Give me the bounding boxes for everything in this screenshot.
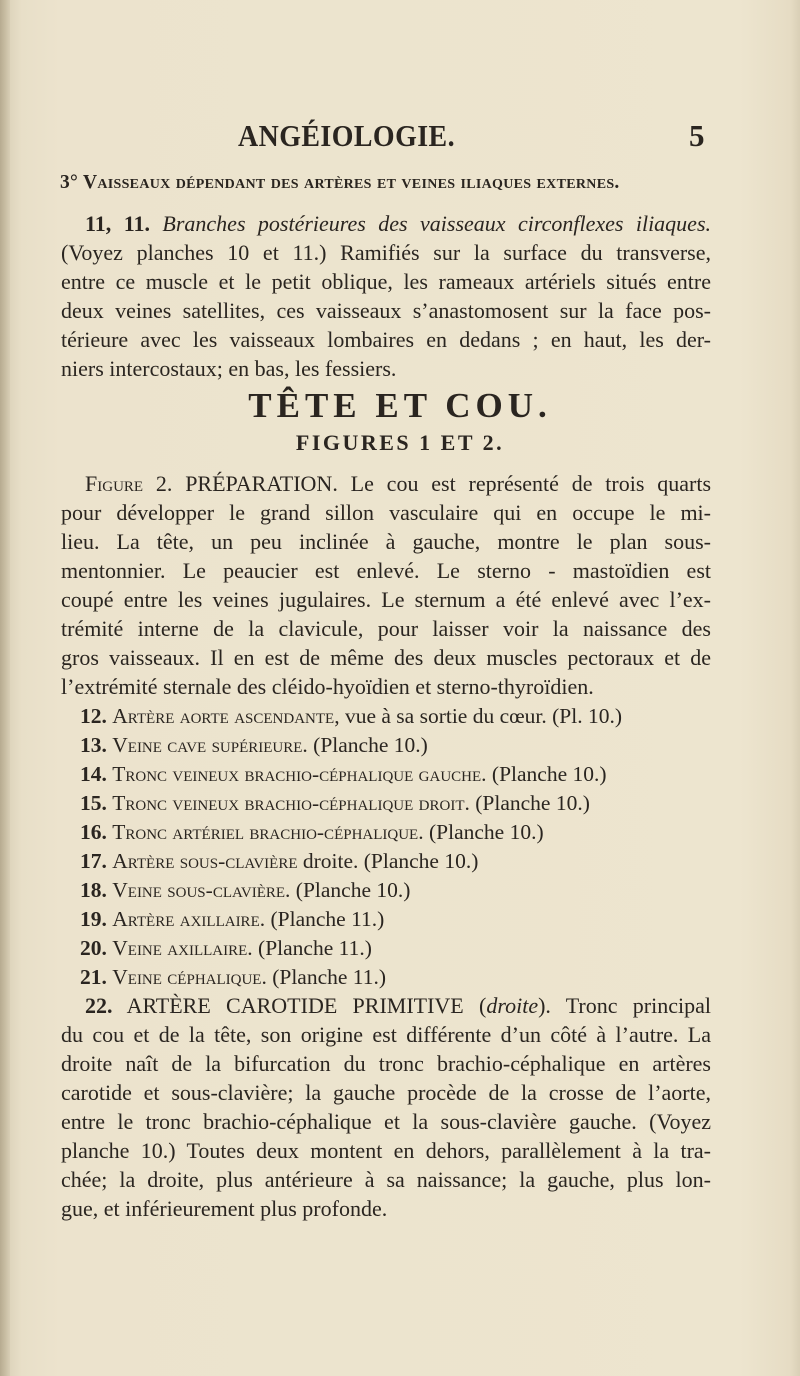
item-number: 17. bbox=[80, 849, 107, 873]
item-name: Artère sous-clavière bbox=[112, 849, 298, 873]
para1-line: niers intercostaux; en bas, les fessiers. bbox=[61, 356, 397, 381]
item-number: 12. bbox=[80, 704, 107, 728]
item-rest: (Planche 10.) bbox=[423, 820, 544, 844]
para1-number: 11, 11. bbox=[85, 211, 150, 236]
item-name: Artère axillaire. bbox=[112, 907, 266, 931]
item-number: 19. bbox=[80, 907, 107, 931]
para2-line: coupé entre les veines jugulaires. Le sternum a été enlevé avec l’ex- bbox=[61, 587, 711, 612]
page-number: 5 bbox=[689, 118, 705, 153]
para2-line: pour développer le grand sillon vasculaire qui en occupe le mi- bbox=[61, 500, 711, 525]
item-name: Artère aorte ascendante, bbox=[112, 704, 340, 728]
para3-line: du cou et de la tête, son origine est différente d’un côté à l’autre. La bbox=[61, 1022, 711, 1047]
para3-qualifier-close: ). bbox=[538, 993, 551, 1018]
para1-line: (Voyez planches 10 et 11.) Ramifiés sur la surface du transverse, bbox=[61, 240, 711, 265]
item-number: 16. bbox=[80, 820, 107, 844]
para1-title: Branches postérieures des vaisseaux circonflexes iliaques. bbox=[162, 211, 712, 236]
para2-line: lieu. La tête, un peu inclinée à gauche, montre le plan sous- bbox=[61, 529, 711, 554]
para3-qualifier: droite bbox=[486, 993, 539, 1018]
para1-line: entre ce muscle et le petit oblique, les rameaux artériels situés entre bbox=[61, 269, 711, 294]
para3-qualifier-open: ( bbox=[463, 993, 487, 1018]
list-item bbox=[80, 963, 386, 991]
para2-first-line bbox=[85, 470, 711, 498]
item-name: Tronc veineux brachio-céphalique gauche. bbox=[112, 762, 487, 786]
item-rest: (Planche 10.) bbox=[469, 791, 590, 815]
running-header bbox=[0, 118, 800, 162]
running-title: ANGÉIOLOGIE. bbox=[238, 118, 456, 153]
item-rest: (Planche 11.) bbox=[265, 907, 385, 931]
item-name: Veine cave supérieure. bbox=[112, 733, 308, 757]
para2-line: gros vaisseaux. Il en est de même des deux muscles pectoraux et de bbox=[61, 645, 711, 670]
list-item bbox=[80, 731, 428, 759]
para3-line: entre le tronc brachio-céphalique et la sous-clavière gauche. (Voyez bbox=[61, 1109, 711, 1134]
list-item bbox=[80, 905, 384, 933]
item-rest: vue à sa sortie du cœur. (Pl. 10.) bbox=[339, 704, 623, 728]
item-number: 21. bbox=[80, 965, 107, 989]
sub-heading: FIGURES 1 ET 2. bbox=[295, 430, 505, 455]
para3-line: chée; la droite, plus antérieure à sa naissance; la gauche, plus lon- bbox=[61, 1167, 711, 1192]
list-item bbox=[80, 876, 410, 904]
para3-line: gue, et inférieurement plus profonde. bbox=[61, 1196, 388, 1221]
item-number: 20. bbox=[80, 936, 107, 960]
para1-line: térieure avec les vaisseaux lombaires en dedans ; en haut, les der- bbox=[61, 327, 711, 352]
item-name: Veine axillaire. bbox=[112, 936, 253, 960]
item-rest: (Planche 10.) bbox=[307, 733, 428, 757]
para3-number: 22. bbox=[85, 993, 113, 1018]
item-name: Veine céphalique. bbox=[112, 965, 267, 989]
list-item bbox=[80, 789, 590, 817]
item-rest: (Planche 10.) bbox=[486, 762, 607, 786]
para2-line: trémité interne de la clavicule, pour laisser voir la naissance des bbox=[61, 616, 711, 641]
item-number: 18. bbox=[80, 878, 107, 902]
item-number: 13. bbox=[80, 733, 107, 757]
para2-lead: Figure 2. PRÉPARATION. bbox=[85, 471, 338, 496]
para3-title: ARTÈRE CAROTIDE PRIMITIVE bbox=[126, 993, 464, 1018]
para3-first-line bbox=[85, 992, 711, 1020]
item-name: Tronc artériel brachio-céphalique. bbox=[112, 820, 424, 844]
main-heading: TÊTE ET COU. bbox=[248, 386, 552, 425]
para1-line: deux veines satellites, ces vaisseaux s’anastomosent sur la face pos- bbox=[61, 298, 711, 323]
para1-first-line bbox=[85, 210, 711, 238]
item-name: Tronc veineux brachio-céphalique droit. bbox=[112, 791, 470, 815]
item-rest: droite. (Planche 10.) bbox=[297, 849, 479, 873]
item-rest: (Planche 11.) bbox=[252, 936, 372, 960]
item-rest: (Planche 10.) bbox=[290, 878, 411, 902]
item-name: Veine sous-clavière. bbox=[112, 878, 291, 902]
item-rest: (Planche 11.) bbox=[266, 965, 387, 989]
list-item bbox=[80, 847, 478, 875]
para3-line: carotide et sous-clavière; la gauche procède de la crosse de l’aorte, bbox=[61, 1080, 711, 1105]
list-item bbox=[80, 818, 544, 846]
section-heading: 3° Vaisseaux dépendant des artères et veines iliaques externes. bbox=[60, 172, 620, 193]
para2-line: mentonnier. Le peaucier est enlevé. Le sterno - mastoïdien est bbox=[61, 558, 711, 583]
para2-line: l’extrémité sternale des cléido-hyoïdien et sterno-thyroïdien. bbox=[61, 674, 594, 699]
para3-line: droite naît de la bifurcation du tronc brachio-céphalique en artères bbox=[61, 1051, 711, 1076]
para3-first-line-rest: Tronc principal bbox=[550, 993, 711, 1018]
para3-line: planche 10.) Toutes deux montent en dehors, parallèlement à la tra- bbox=[61, 1138, 711, 1163]
list-item bbox=[80, 702, 622, 730]
list-item bbox=[80, 934, 372, 962]
para2-first-line-rest: Le cou est représenté de trois quarts bbox=[350, 471, 712, 496]
item-number: 14. bbox=[80, 762, 107, 786]
item-number: 15. bbox=[80, 791, 107, 815]
list-item bbox=[80, 760, 607, 788]
